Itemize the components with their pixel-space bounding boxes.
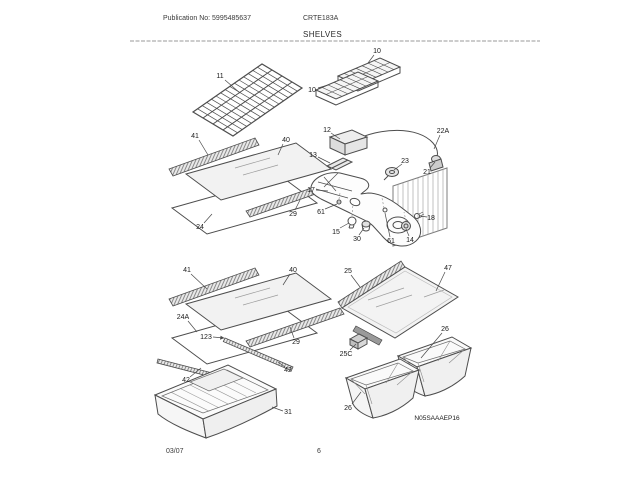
part-label: 24 bbox=[196, 223, 204, 231]
leader-line bbox=[325, 204, 337, 209]
knob-stem bbox=[384, 176, 388, 180]
page-title: SHELVES bbox=[303, 30, 343, 39]
part-label: 26 bbox=[344, 404, 352, 412]
crisper-pan-26-left bbox=[346, 359, 419, 418]
part-label: 22A bbox=[436, 127, 450, 135]
part-label: 10 bbox=[373, 47, 381, 55]
part-label: 40 bbox=[282, 136, 290, 144]
valve-bracket bbox=[429, 159, 443, 171]
part-label: 24A bbox=[176, 313, 190, 321]
part-label: 61 bbox=[387, 237, 395, 245]
leader-line bbox=[272, 407, 283, 411]
part-label: 23 bbox=[401, 157, 409, 165]
screw-18-head bbox=[415, 214, 420, 219]
knob-outer bbox=[386, 168, 399, 177]
part-label: 10 bbox=[308, 86, 316, 94]
part-label: 13 bbox=[309, 151, 317, 159]
footer-page-number: 6 bbox=[317, 448, 321, 455]
light-shield-13 bbox=[327, 158, 352, 170]
leader-line bbox=[394, 164, 402, 170]
part-label: 40 bbox=[289, 266, 297, 274]
part-label: 17 bbox=[307, 186, 315, 194]
part-label: 11 bbox=[216, 72, 224, 80]
leader-line bbox=[434, 135, 440, 149]
publication-number: Publication No: 5995485637 bbox=[163, 15, 251, 22]
socket-top bbox=[362, 221, 370, 227]
wire-shelf-11 bbox=[193, 64, 302, 136]
part-label: 42 bbox=[182, 376, 190, 384]
leader-line bbox=[351, 275, 360, 287]
part-label: 30 bbox=[353, 235, 361, 243]
part-label: 26 bbox=[441, 325, 449, 333]
ice-cube-tray-10-front bbox=[316, 72, 378, 105]
part-label: 18 bbox=[427, 214, 435, 222]
model-number: CRTE183A bbox=[303, 15, 339, 22]
leader-line bbox=[340, 223, 349, 228]
part-label: 29 bbox=[289, 210, 297, 218]
leader-line bbox=[191, 274, 207, 289]
glass-shelf-assembly-lower bbox=[157, 268, 344, 387]
part-label: 47 bbox=[444, 264, 452, 272]
light-cover-12 bbox=[330, 130, 367, 155]
leader-line bbox=[359, 228, 364, 235]
part-label: 41 bbox=[191, 132, 199, 140]
diagram-code: N05SAAAEP16 bbox=[414, 415, 460, 422]
valve-21 bbox=[429, 156, 443, 172]
part-label: 29 bbox=[292, 338, 300, 346]
meat-pan-31 bbox=[155, 365, 277, 438]
part-label: 25C bbox=[339, 350, 353, 358]
part-label: 61 bbox=[317, 208, 325, 216]
footer-date: 03/07 bbox=[166, 448, 184, 455]
lamp-15 bbox=[348, 217, 356, 228]
part-label: 123 bbox=[200, 333, 212, 341]
bulb bbox=[348, 217, 356, 225]
part-label: 12 bbox=[323, 126, 331, 134]
part-label: 41 bbox=[183, 266, 191, 274]
part-label: 14 bbox=[406, 236, 414, 244]
screw-18 bbox=[415, 212, 425, 219]
part-label: 15 bbox=[332, 228, 340, 236]
control-knob-23 bbox=[384, 168, 399, 181]
leader-line bbox=[188, 321, 197, 332]
part-label: 31 bbox=[284, 408, 292, 416]
part-label: 21 bbox=[423, 168, 431, 176]
support-25C bbox=[350, 334, 367, 349]
leader-line bbox=[199, 140, 208, 155]
part-label: 42 bbox=[284, 366, 292, 374]
part-label: 25 bbox=[344, 267, 352, 275]
